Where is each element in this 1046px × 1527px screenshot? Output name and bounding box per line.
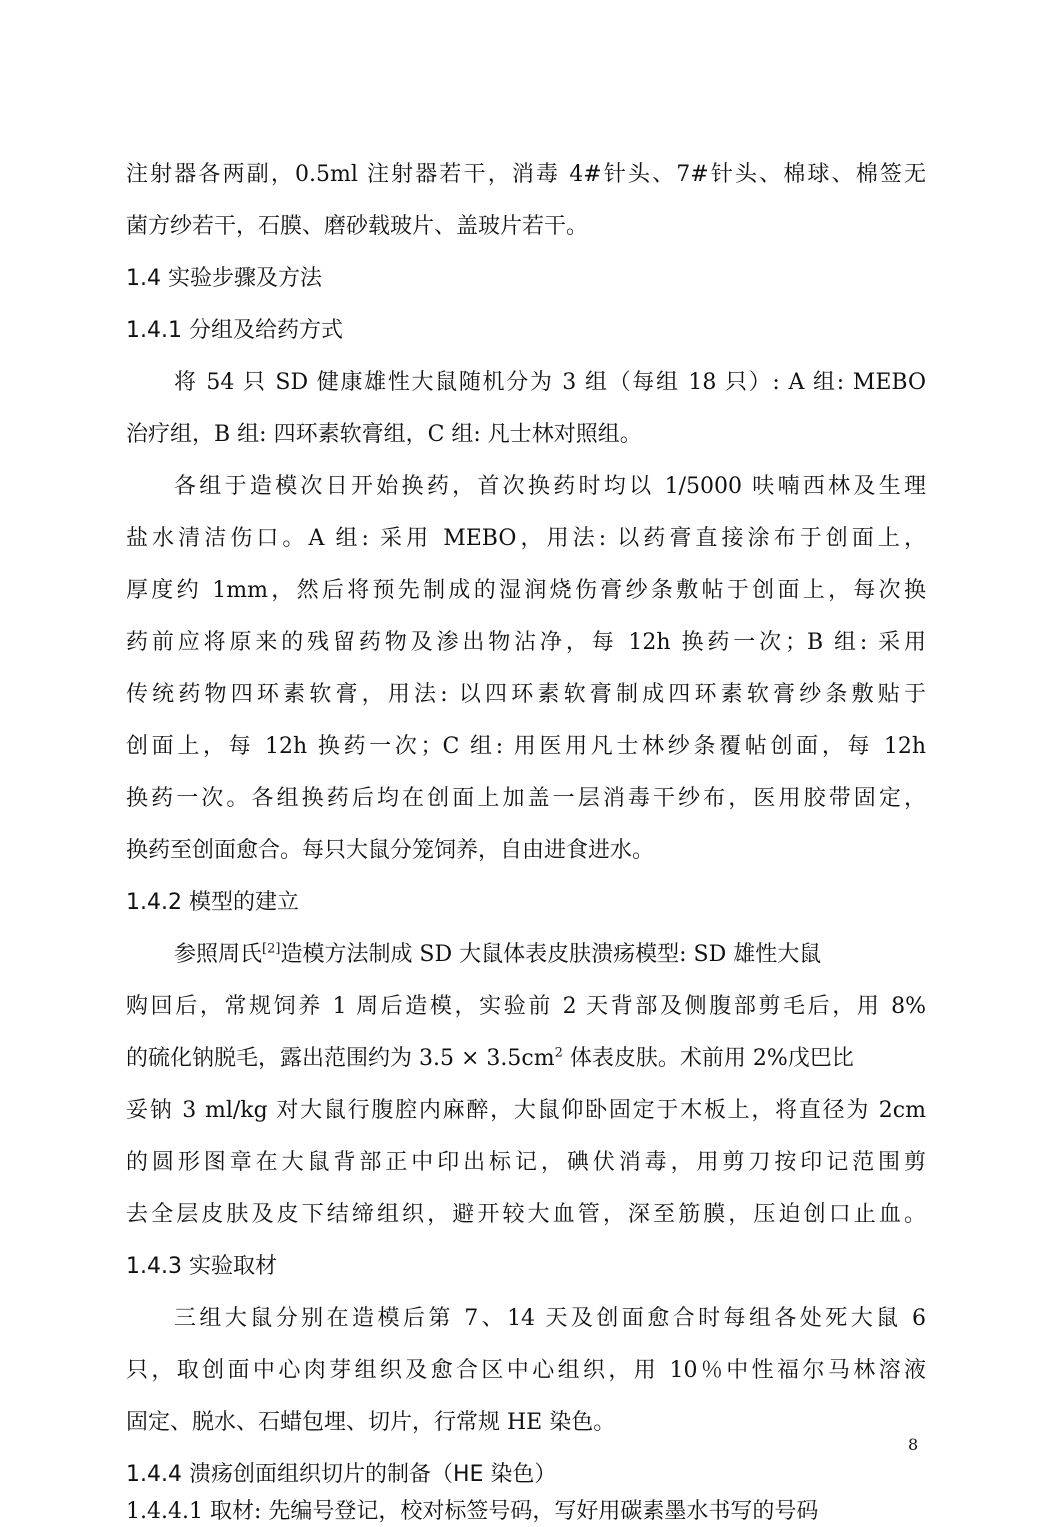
body-line: 去全层皮肤及皮下结缔组织，避开较大血管，深至筋膜，压迫创口止血。 (126, 1202, 926, 1227)
body-line: 传统药物四环素软膏，用法: 以四环素软膏制成四环素软膏纱条敷贴于 (126, 682, 926, 707)
citation-superscript: [2] (262, 941, 281, 957)
body-line: 购回后，常规饲养 1 周后造模，实验前 2 天背部及侧腹部剪毛后，用 8% (126, 994, 926, 1019)
subsection-heading: 1.4.4 溃疡创面组织切片的制备（HE 染色） (126, 1462, 557, 1487)
body-line: 厚度约 1mm，然后将预先制成的湿润烧伤膏纱条敷帖于创面上，每次换 (126, 578, 926, 603)
body-line: 1.4.4.1 取材: 先编号登记，校对标签号码，写好用碳素墨水书写的号码 (126, 1499, 819, 1524)
body-line: 药前应将原来的残留药物及渗出物沾净，每 12h 换药一次；B 组: 采用 (126, 630, 926, 655)
body-line: 菌方纱若干，石膜、磨砂载玻片、盖玻片若干。 (126, 214, 589, 239)
body-line (126, 1044, 926, 1074)
body-line (174, 940, 926, 970)
subsection-heading: 1.4.2 模型的建立 (126, 890, 299, 915)
body-line: 三组大鼠分别在造模后第 7、14 天及创面愈合时每组各处死大鼠 6 (174, 1306, 926, 1331)
body-line: 妥钠 3 ml/kg 对大鼠行腹腔内麻醉，大鼠仰卧固定于木板上，将直径为 2cm (126, 1098, 926, 1123)
body-line: 的圆形图章在大鼠背部正中印出标记，碘伏消毒，用剪刀按印记范围剪 (126, 1150, 926, 1175)
page-number: 8 (908, 1435, 919, 1454)
body-line: 只，取创面中心肉芽组织及愈合区中心组织，用 10％中性福尔马林溶液 (126, 1358, 926, 1383)
body-line: 固定、脱水、石蜡包埋、切片，行常规 HE 染色。 (126, 1410, 616, 1435)
body-line: 将 54 只 SD 健康雄性大鼠随机分为 3 组（每组 18 只）: A 组: MEBO (174, 370, 926, 395)
subsection-heading: 1.4.3 实验取材 (126, 1254, 277, 1279)
section-heading: 1.4 实验步骤及方法 (126, 266, 322, 291)
body-line: 治疗组，B 组: 四环素软膏组，C 组: 凡士林对照组。 (126, 422, 642, 447)
body-line: 各组于造模次日开始换药，首次换药时均以 1/5000 呋喃西林及生理 (174, 474, 926, 499)
subsection-heading: 1.4.1 分组及给药方式 (126, 318, 343, 343)
unit-superscript: 2 (554, 1045, 563, 1061)
body-line: 盐水清洁伤口。A 组: 采用 MEBO，用法: 以药膏直接涂布于创面上， (126, 526, 926, 551)
body-line: 换药至创面愈合。每只大鼠分笼饲养，自由进食进水。 (126, 838, 655, 863)
line-text: 的硫化钠脱毛，露出范围约为 3.5 × 3.5cm (126, 1046, 555, 1071)
body-line: 换药一次。各组换药后均在创面上加盖一层消毒干纱布，医用胶带固定， (126, 786, 926, 811)
line-text: 造模方法制成 SD 大鼠体表皮肤溃疡模型: SD 雄性大鼠 (280, 942, 822, 967)
line-text: 参照周氏 (174, 942, 263, 967)
body-line: 创面上，每 12h 换药一次；C 组: 用医用凡士林纱条覆帖创面，每 12h (126, 734, 926, 759)
line-text: 体表皮肤。术前用 2%戊巴比 (562, 1046, 854, 1071)
body-line: 注射器各两副，0.5ml 注射器若干，消毒 4#针头、7#针头、棉球、棉签无 (126, 162, 926, 187)
